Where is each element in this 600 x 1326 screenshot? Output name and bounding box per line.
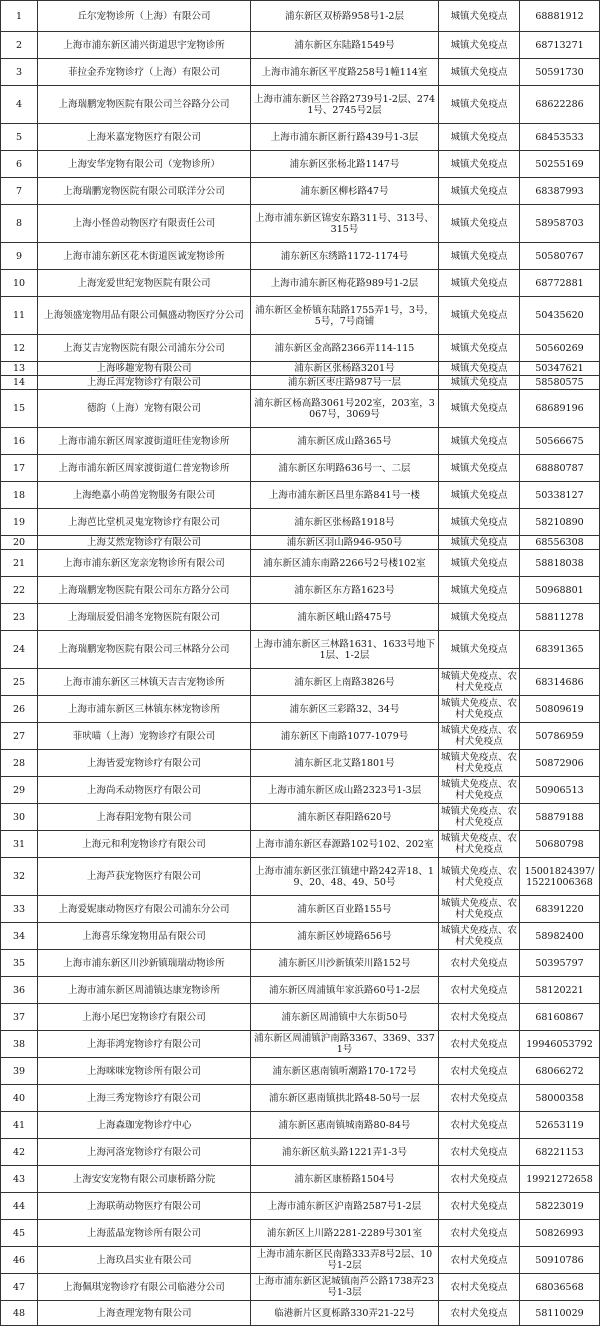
clinic-phone: 68066272 [520,1058,600,1085]
table-row [1,631,600,669]
vaccination-point-type: 农村犬免疫点 [439,1031,520,1058]
clinic-name: 上海小怪兽动物医疗有限责任公司 [38,205,251,243]
clinic-name: 上海尚禾动物医疗有限公司 [38,777,251,804]
clinic-address: 上海市浦东新区泥城镇南芦公路1738弄23号1-3层 [251,1274,439,1301]
clinic-address: 临港新片区夏栎路330弄21-22号 [251,1301,439,1326]
clinic-phone: 50338127 [520,482,600,509]
table-row [1,86,600,124]
clinic-name: 上海瑞鹏宠物医院有限公司兰谷路分公司 [38,86,251,124]
clinic-address: 浦东新区川沙新镇荣川路152号 [251,950,439,977]
table-row [1,243,600,270]
row-number: 36 [1,977,38,1004]
vaccination-point-type: 城镇犬免疫点 [439,86,520,124]
vaccination-point-type: 城镇犬免疫点、农村犬免疫点 [439,858,520,896]
clinic-name: 上海河洛宠物诊疗有限公司 [38,1139,251,1166]
row-number: 46 [1,1247,38,1274]
clinic-address: 浦东新区杨高路3061号202室，203室，3067号，3069号 [251,390,439,428]
clinic-phone: 50591730 [520,59,600,86]
vaccination-point-type: 城镇犬免疫点 [439,178,520,205]
row-number: 15 [1,390,38,428]
vaccination-point-type: 城镇犬免疫点 [439,335,520,362]
clinic-address: 上海市浦东新区成山路2323号1-3层 [251,777,439,804]
table-row [1,1139,600,1166]
row-number: 3 [1,59,38,86]
vaccination-point-type: 农村犬免疫点 [439,1193,520,1220]
table-row [1,950,600,977]
table-row [1,455,600,482]
clinic-phone: 19946053792 [520,1031,600,1058]
clinic-name: 上海芭比堂机灵鬼宠物诊疗有限公司 [38,509,251,536]
vaccination-point-type: 城镇犬免疫点、农村犬免疫点 [439,896,520,923]
table-row [1,696,600,723]
row-number: 33 [1,896,38,923]
clinic-address: 上海市浦东新区春源路102号102、202室 [251,831,439,858]
row-number: 32 [1,858,38,896]
table-row [1,804,600,831]
clinic-address: 浦东新区东方路1623号 [251,577,439,604]
clinic-address: 浦东新区百业路155号 [251,896,439,923]
clinic-address: 上海市浦东新区沪南路2587号1-2层 [251,1193,439,1220]
vaccination-point-type: 城镇犬免疫点 [439,536,520,550]
clinic-address: 上海市浦东新区平度路258号1幢114室 [251,59,439,86]
clinic-name: 上海市浦东新区浦兴街道思宇宠物诊所 [38,32,251,59]
clinic-phone: 50566675 [520,428,600,455]
clinic-name: 菲拉金乔宠物诊疗（上海）有限公司 [38,59,251,86]
clinic-address: 浦东新区东绣路1172-1174号 [251,243,439,270]
vaccination-point-type: 农村犬免疫点 [439,1220,520,1247]
row-number: 26 [1,696,38,723]
clinic-address: 浦东新区金桥镇东陆路1755弄1号，3号，5号，7号商铺 [251,297,439,335]
clinic-phone: 50786959 [520,723,600,750]
table-row [1,1220,600,1247]
clinic-phone: 50906513 [520,777,600,804]
clinic-name: 上海市浦东新区花木街道医诚宠物诊所 [38,243,251,270]
table-row [1,577,600,604]
table-row [1,390,600,428]
row-number: 48 [1,1301,38,1326]
row-number: 5 [1,124,38,151]
vaccination-point-type: 城镇犬免疫点 [439,455,520,482]
clinic-phone: 68881912 [520,1,600,32]
clinic-phone: 50580767 [520,243,600,270]
clinic-address: 浦东新区北艾路1801号 [251,750,439,777]
row-number: 47 [1,1274,38,1301]
clinic-name: 上海市浦东新区三林镇东林宠物诊所 [38,696,251,723]
clinic-phone: 50910786 [520,1247,600,1274]
clinic-address: 浦东新区东陆路1549号 [251,32,439,59]
table-row [1,896,600,923]
vaccination-point-type: 城镇犬免疫点、农村犬免疫点 [439,750,520,777]
clinic-phone: 50968801 [520,577,600,604]
vaccination-point-type: 农村犬免疫点 [439,1247,520,1274]
vaccination-point-type: 城镇犬免疫点 [439,362,520,376]
clinic-phone: 50560269 [520,335,600,362]
row-number: 43 [1,1166,38,1193]
clinic-name: 上海三秀宠物诊疗有限公司 [38,1085,251,1112]
clinic-name: 上海芦获宠物医疗有限公司 [38,858,251,896]
clinic-name: 上海宠爱世纪宠物医院有限公司 [38,270,251,297]
row-number: 20 [1,536,38,550]
table-row [1,362,600,376]
vaccination-point-type: 城镇犬免疫点 [439,428,520,455]
table-row [1,777,600,804]
clinic-address: 浦东新区上南路3826号 [251,669,439,696]
clinic-phone: 68314686 [520,669,600,696]
row-number: 42 [1,1139,38,1166]
vaccination-point-type: 城镇犬免疫点 [439,376,520,390]
clinic-phone: 58580575 [520,376,600,390]
clinic-phone: 50872906 [520,750,600,777]
row-number: 4 [1,86,38,124]
clinic-address: 浦东新区成山路365号 [251,428,439,455]
row-number: 18 [1,482,38,509]
table-row [1,335,600,362]
row-number: 37 [1,1004,38,1031]
clinic-phone: 58110029 [520,1301,600,1326]
row-number: 10 [1,270,38,297]
table-row [1,270,600,297]
clinic-phone: 68772881 [520,270,600,297]
table-row [1,1274,600,1301]
clinic-name: 上海森珈宠物诊疗中心 [38,1112,251,1139]
clinic-phone: 68453533 [520,124,600,151]
clinic-address: 浦东新区春阳路620号 [251,804,439,831]
table-row [1,1247,600,1274]
clinic-address: 上海市浦东新区新行路439号1-3层 [251,124,439,151]
row-number: 34 [1,923,38,950]
table-row [1,428,600,455]
clinic-phone: 58879188 [520,804,600,831]
vaccination-point-type: 城镇犬免疫点 [439,59,520,86]
clinic-name: 上海咪咪宠物诊所有限公司 [38,1058,251,1085]
vaccination-point-type: 农村犬免疫点 [439,1112,520,1139]
clinic-address: 浦东新区康桥路1504号 [251,1166,439,1193]
clinic-phone: 68556308 [520,536,600,550]
clinic-phone: 50347621 [520,362,600,376]
vaccination-point-type: 农村犬免疫点 [439,1058,520,1085]
row-number: 21 [1,550,38,577]
clinic-name: 上海艾吉宠物医院有限公司浦东分公司 [38,335,251,362]
clinic-address: 浦东新区上川路2281-2289号301室 [251,1220,439,1247]
clinic-address: 浦东新区惠南镇听潮路170-172号 [251,1058,439,1085]
clinic-phone: 68221153 [520,1139,600,1166]
clinic-name: 上海瑞鹏宠物医院有限公司三林路分公司 [38,631,251,669]
table-row [1,1112,600,1139]
table-row [1,604,600,631]
vaccination-point-type: 城镇犬免疫点、农村犬免疫点 [439,723,520,750]
clinic-name: 上海市浦东新区周家渡街道仁普宠物诊所 [38,455,251,482]
clinic-address: 浦东新区羽山路946-950号 [251,536,439,550]
clinic-address: 浦东新区张杨北路1147号 [251,151,439,178]
vaccination-point-type: 城镇犬免疫点 [439,151,520,178]
clinic-address: 浦东新区三彩路32、34号 [251,696,439,723]
clinic-phone: 68689196 [520,390,600,428]
table-row [1,858,600,896]
vaccination-point-type: 农村犬免疫点 [439,1085,520,1112]
table-row [1,376,600,390]
row-number: 7 [1,178,38,205]
table-row [1,977,600,1004]
table-row [1,1193,600,1220]
clinic-phone: 52653119 [520,1112,600,1139]
clinic-address: 上海市浦东新区锦安东路311号、313号、315号 [251,205,439,243]
row-number: 12 [1,335,38,362]
clinic-phone: 50435620 [520,297,600,335]
vaccination-point-type: 农村犬免疫点 [439,1004,520,1031]
clinic-name: 上海喜乐缘宠物用品有限公司 [38,923,251,950]
vaccination-point-type: 城镇犬免疫点 [439,32,520,59]
clinic-name: 上海市浦东新区川沙新镇瑞瑞动物诊所 [38,950,251,977]
row-number: 28 [1,750,38,777]
row-number: 45 [1,1220,38,1247]
clinic-name: 德韵（上海）宠物有限公司 [38,390,251,428]
clinic-phone: 68713271 [520,32,600,59]
clinic-phone: 50680798 [520,831,600,858]
vaccination-point-type: 城镇犬免疫点 [439,124,520,151]
table-row [1,831,600,858]
clinic-phone: 58811278 [520,604,600,631]
clinic-phone: 68036568 [520,1274,600,1301]
clinic-phone: 68880787 [520,455,600,482]
table-row [1,1058,600,1085]
vaccination-point-type: 城镇犬免疫点、农村犬免疫点 [439,777,520,804]
clinic-phone: 68160867 [520,1004,600,1031]
row-number: 30 [1,804,38,831]
table-row [1,151,600,178]
clinic-address: 浦东新区妙境路656号 [251,923,439,950]
clinic-phone: 50255169 [520,151,600,178]
clinic-name: 上海领盛宠物用品有限公司佩盛动物医疗分公司 [38,297,251,335]
clinic-address: 浦东新区枣庄路987号一层 [251,376,439,390]
clinic-name: 上海瑞鹏宠物医院有限公司东方路分公司 [38,577,251,604]
clinic-name: 上海米嘉宠物医疗有限公司 [38,124,251,151]
clinic-name: 上海佩琪宠物诊疗有限公司临港分公司 [38,1274,251,1301]
clinic-address: 浦东新区周浦镇中大东街50号 [251,1004,439,1031]
clinic-name: 上海市浦东新区三林镇天吉吉宠物诊所 [38,669,251,696]
table-row [1,178,600,205]
row-number: 44 [1,1193,38,1220]
row-number: 11 [1,297,38,335]
table-row [1,509,600,536]
vaccination-point-type: 城镇犬免疫点 [439,390,520,428]
table-row [1,669,600,696]
row-number: 14 [1,376,38,390]
row-number: 19 [1,509,38,536]
table-row [1,1085,600,1112]
vaccination-point-type: 城镇犬免疫点、农村犬免疫点 [439,923,520,950]
clinic-phone: 68622286 [520,86,600,124]
vaccination-point-type: 城镇犬免疫点 [439,482,520,509]
row-number: 13 [1,362,38,376]
row-number: 39 [1,1058,38,1085]
row-number: 23 [1,604,38,631]
table-row [1,482,600,509]
clinic-address: 浦东新区金高路2366弄114-115 [251,335,439,362]
row-number: 25 [1,669,38,696]
clinic-name: 上海市浦东新区周家渡街道旺佳宠物诊所 [38,428,251,455]
clinic-address: 浦东新区双桥路958号1-2层 [251,1,439,32]
clinic-address: 浦东新区周浦镇沪南路3367、3369、3371号 [251,1031,439,1058]
vaccination-point-type: 农村犬免疫点 [439,1274,520,1301]
clinic-name: 上海瑞鹏宠物医院有限公司联洋分公司 [38,178,251,205]
clinic-phone: 68391220 [520,896,600,923]
clinic-name: 上海小尾巴宠物诊疗有限公司 [38,1004,251,1031]
row-number: 6 [1,151,38,178]
vaccination-point-type: 城镇犬免疫点、农村犬免疫点 [439,804,520,831]
clinic-name: 上海丘洱宠物诊疗有限公司 [38,376,251,390]
clinic-address: 浦东新区浦东南路2266号2号楼102室 [251,550,439,577]
table-row [1,1301,600,1326]
clinic-address: 浦东新区柳杉路47号 [251,178,439,205]
table-row [1,536,600,550]
clinic-name: 上海爱妮康动物医疗有限公司浦东分公司 [38,896,251,923]
clinic-address: 上海市浦东新区民南路333弄8号2层、10号1-2层 [251,1247,439,1274]
table-row [1,1004,600,1031]
table-row [1,1031,600,1058]
clinic-name: 上海元和利宠物诊疗有限公司 [38,831,251,858]
table-row [1,750,600,777]
clinic-address: 浦东新区峨山路475号 [251,604,439,631]
clinic-name: 上海查理宠物有限公司 [38,1301,251,1326]
vaccination-point-type: 城镇犬免疫点 [439,604,520,631]
table-row [1,550,600,577]
row-number: 31 [1,831,38,858]
clinic-name: 上海瑞辰爱侣浦冬宠物医院有限公司 [38,604,251,631]
clinic-phone: 68391365 [520,631,600,669]
row-number: 40 [1,1085,38,1112]
row-number: 16 [1,428,38,455]
row-number: 35 [1,950,38,977]
clinic-name: 上海绝嘉小萌兽宠物服务有限公司 [38,482,251,509]
clinic-name: 菲吠喵（上海）宠物诊疗有限公司 [38,723,251,750]
clinic-address: 浦东新区惠南镇城南路80-84号 [251,1112,439,1139]
clinic-address: 浦东新区惠南镇拱北路48-50号一层 [251,1085,439,1112]
vaccination-point-type: 城镇犬免疫点、农村犬免疫点 [439,831,520,858]
vaccination-point-type: 城镇犬免疫点 [439,550,520,577]
vaccination-point-type: 城镇犬免疫点 [439,577,520,604]
vaccination-point-type: 城镇犬免疫点、农村犬免疫点 [439,696,520,723]
row-number: 29 [1,777,38,804]
clinic-name: 上海市浦东新区周浦镇达康宠物诊所 [38,977,251,1004]
clinic-name: 上海联萌动物医疗有限公司 [38,1193,251,1220]
clinic-phone: 58958703 [520,205,600,243]
clinic-phone: 58982400 [520,923,600,950]
table-row [1,124,600,151]
row-number: 8 [1,205,38,243]
table-row [1,923,600,950]
vaccination-point-type: 城镇犬免疫点、农村犬免疫点 [439,669,520,696]
vaccination-point-type: 城镇犬免疫点 [439,270,520,297]
clinic-phone: 58818038 [520,550,600,577]
table-row [1,59,600,86]
clinic-table-body [1,1,600,1326]
clinic-address: 上海市浦东新区兰谷路2739号1-2层、2741号、2745号2层 [251,86,439,124]
vaccination-point-type: 城镇犬免疫点 [439,1,520,32]
clinic-address: 浦东新区周浦镇年家浜路60号1-2层 [251,977,439,1004]
clinic-name: 上海哆趣宠物有限公司 [38,362,251,376]
vaccination-point-type: 城镇犬免疫点 [439,297,520,335]
clinic-name: 上海安安宠物有限公司康桥路分院 [38,1166,251,1193]
row-number: 9 [1,243,38,270]
clinic-phone: 50809619 [520,696,600,723]
clinic-name: 上海菲鸿宠物诊疗有限公司 [38,1031,251,1058]
clinic-address: 浦东新区东明路636号一、二层 [251,455,439,482]
vaccination-point-type: 城镇犬免疫点 [439,243,520,270]
clinic-name: 上海市浦东新区宠亲宠物诊所有限公司 [38,550,251,577]
table-row [1,723,600,750]
row-number: 17 [1,455,38,482]
clinic-phone: 58210890 [520,509,600,536]
clinic-address: 上海市浦东新区张江镇建中路242弄18、19、20、48、49、50号 [251,858,439,896]
clinic-address: 上海市浦东新区三林路1631、1633号地下1层、1-2层 [251,631,439,669]
row-number: 2 [1,32,38,59]
clinic-phone: 50826993 [520,1220,600,1247]
row-number: 27 [1,723,38,750]
clinic-phone: 58000358 [520,1085,600,1112]
clinic-phone: 68387993 [520,178,600,205]
vaccination-point-type: 城镇犬免疫点 [439,205,520,243]
clinic-address: 浦东新区航头路1221弄1-3号 [251,1139,439,1166]
clinic-phone: 58223019 [520,1193,600,1220]
vaccination-point-type: 城镇犬免疫点 [439,509,520,536]
table-row [1,1166,600,1193]
vaccination-point-type: 农村犬免疫点 [439,977,520,1004]
clinic-address: 浦东新区张杨路3201号 [251,362,439,376]
vaccination-point-type: 农村犬免疫点 [439,1166,520,1193]
clinic-phone: 58120221 [520,977,600,1004]
row-number: 22 [1,577,38,604]
clinic-name: 上海安华宠物有限公司（宠物诊所） [38,151,251,178]
table-row [1,205,600,243]
clinic-name: 上海艾然宠物诊疗有限公司 [38,536,251,550]
clinic-phone: 15001824397/15221006368 [520,858,600,896]
vaccination-point-type: 农村犬免疫点 [439,950,520,977]
vaccination-point-type: 农村犬免疫点 [439,1139,520,1166]
vaccination-point-type: 农村犬免疫点 [439,1301,520,1326]
table-row [1,1,600,32]
clinic-name: 上海玖昌实业有限公司 [38,1247,251,1274]
table-row [1,297,600,335]
clinic-phone: 19921272658 [520,1166,600,1193]
clinic-name: 上海蓝晶宠物诊所有限公司 [38,1220,251,1247]
table-row [1,32,600,59]
clinic-phone: 50395797 [520,950,600,977]
clinic-address: 上海市浦东新区梅花路989号1-2层 [251,270,439,297]
vaccination-point-type: 城镇犬免疫点 [439,631,520,669]
row-number: 38 [1,1031,38,1058]
clinic-name: 上海皆爱宠物诊疗有限公司 [38,750,251,777]
row-number: 1 [1,1,38,32]
clinic-address: 上海市浦东新区昌里东路841号一楼 [251,482,439,509]
clinic-name: 丘尔宠物诊所（上海）有限公司 [38,1,251,32]
clinic-address: 浦东新区张杨路1918号 [251,509,439,536]
row-number: 24 [1,631,38,669]
row-number: 41 [1,1112,38,1139]
clinic-address: 浦东新区下南路1077-1079号 [251,723,439,750]
clinic-name: 上海春阳宠物有限公司 [38,804,251,831]
